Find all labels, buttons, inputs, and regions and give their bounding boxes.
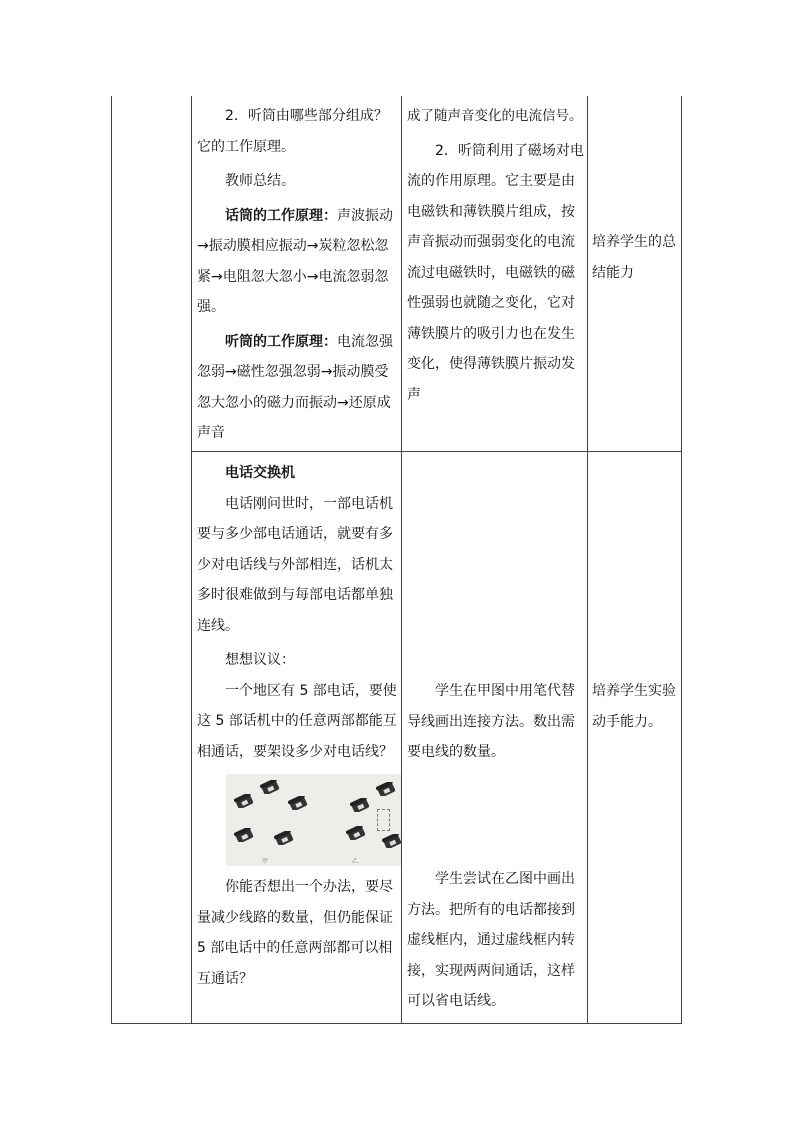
dashed-switch-box [377,809,390,831]
student-answer-2: 学生尝试在乙图中画出方法。把所有的电话都接到虚线框内，通过虚线框内转接，实现两两间通话，这样可以省电话线。 [407,871,575,1009]
column-divider-3 [587,96,588,1024]
mic-principle: 话筒的工作原理：声波振动→振动膜相应振动→炭粒忽松忽紧→电阻忽大忽小→电流忽弱忽强。 [197,207,393,315]
phones-figure [226,774,401,866]
section-heading: 电话交换机 [225,465,295,481]
goal-experiment: 培养学生实验动手能力。 [592,683,676,730]
discussion-label: 想想议议： [225,652,295,668]
earpiece-principle: 听筒的工作原理：电流忽强忽弱→磁性忽强忽弱→振动膜受忽大忽小的磁力而振动→还原成声音 [197,333,393,441]
row2-teaching-content [197,458,401,767]
row1-design-intent [592,227,678,288]
phone-icon [346,826,366,840]
row2-student-activity-1 [407,676,585,768]
discussion-question-2: 你能否想出一个办法，要尽量减少线路的数量，但仍能保证 5 部电话中的任意两部都可以相互通话？ [197,879,393,987]
teacher-summary: 教师总结。 [225,173,295,189]
column-divider-2 [401,96,402,1024]
signal-continuation: 成了随声音变化的电流信号。 [407,108,583,124]
row1-teaching-content [197,101,401,449]
phone-icon [274,831,294,845]
phone-icon [376,782,396,796]
phone-icon [288,796,308,810]
row2-teaching-content-continued [197,872,401,994]
table-border-bottom [111,1023,682,1024]
row-divider [191,451,682,452]
student-answer-1: 学生在甲图中用笔代替导线画出连接方法。数出需要电线的数量。 [407,683,575,760]
table-border-right [681,96,682,1024]
figure-label-right: 乙 [352,858,359,865]
discussion-question-1: 一个地区有 5 部电话，要使这 5 部话机中的任意两部都能互相通话，要架设多少对电话线？ [197,682,397,760]
question-2: 2．听筒由哪些部分组成？它的工作原理。 [197,108,388,155]
phone-icon [350,798,370,812]
phone-icon [260,780,280,794]
table-border-left [111,96,112,1024]
switchboard-intro: 电话刚问世时，一部电话机要与多少部电话通话，就要有多少对电话线与外部相连，话机太多时很难做到与每部电话都单独连线。 [197,495,393,634]
goal-summary: 培养学生的总结能力 [592,234,676,281]
row2-student-activity-2 [407,864,585,1017]
figure-label-left: 甲 [262,858,269,865]
phone-icon [234,794,254,808]
phone-icon [382,834,402,848]
row1-student-activity [407,101,585,410]
row2-design-intent [592,676,678,737]
earpiece-answer: 2．听筒利用了磁场对电流的作用原理。它主要是由电磁铁和薄铁膜片组成，按声音振动而强弱变化的电流流过电磁铁时，电磁铁的磁性强弱也就随之变化，它对薄铁膜片的吸引力也在发生变化，使得薄铁膜片振动发声 [407,142,584,403]
column-divider-1 [191,96,192,1024]
phone-icon [234,828,254,842]
